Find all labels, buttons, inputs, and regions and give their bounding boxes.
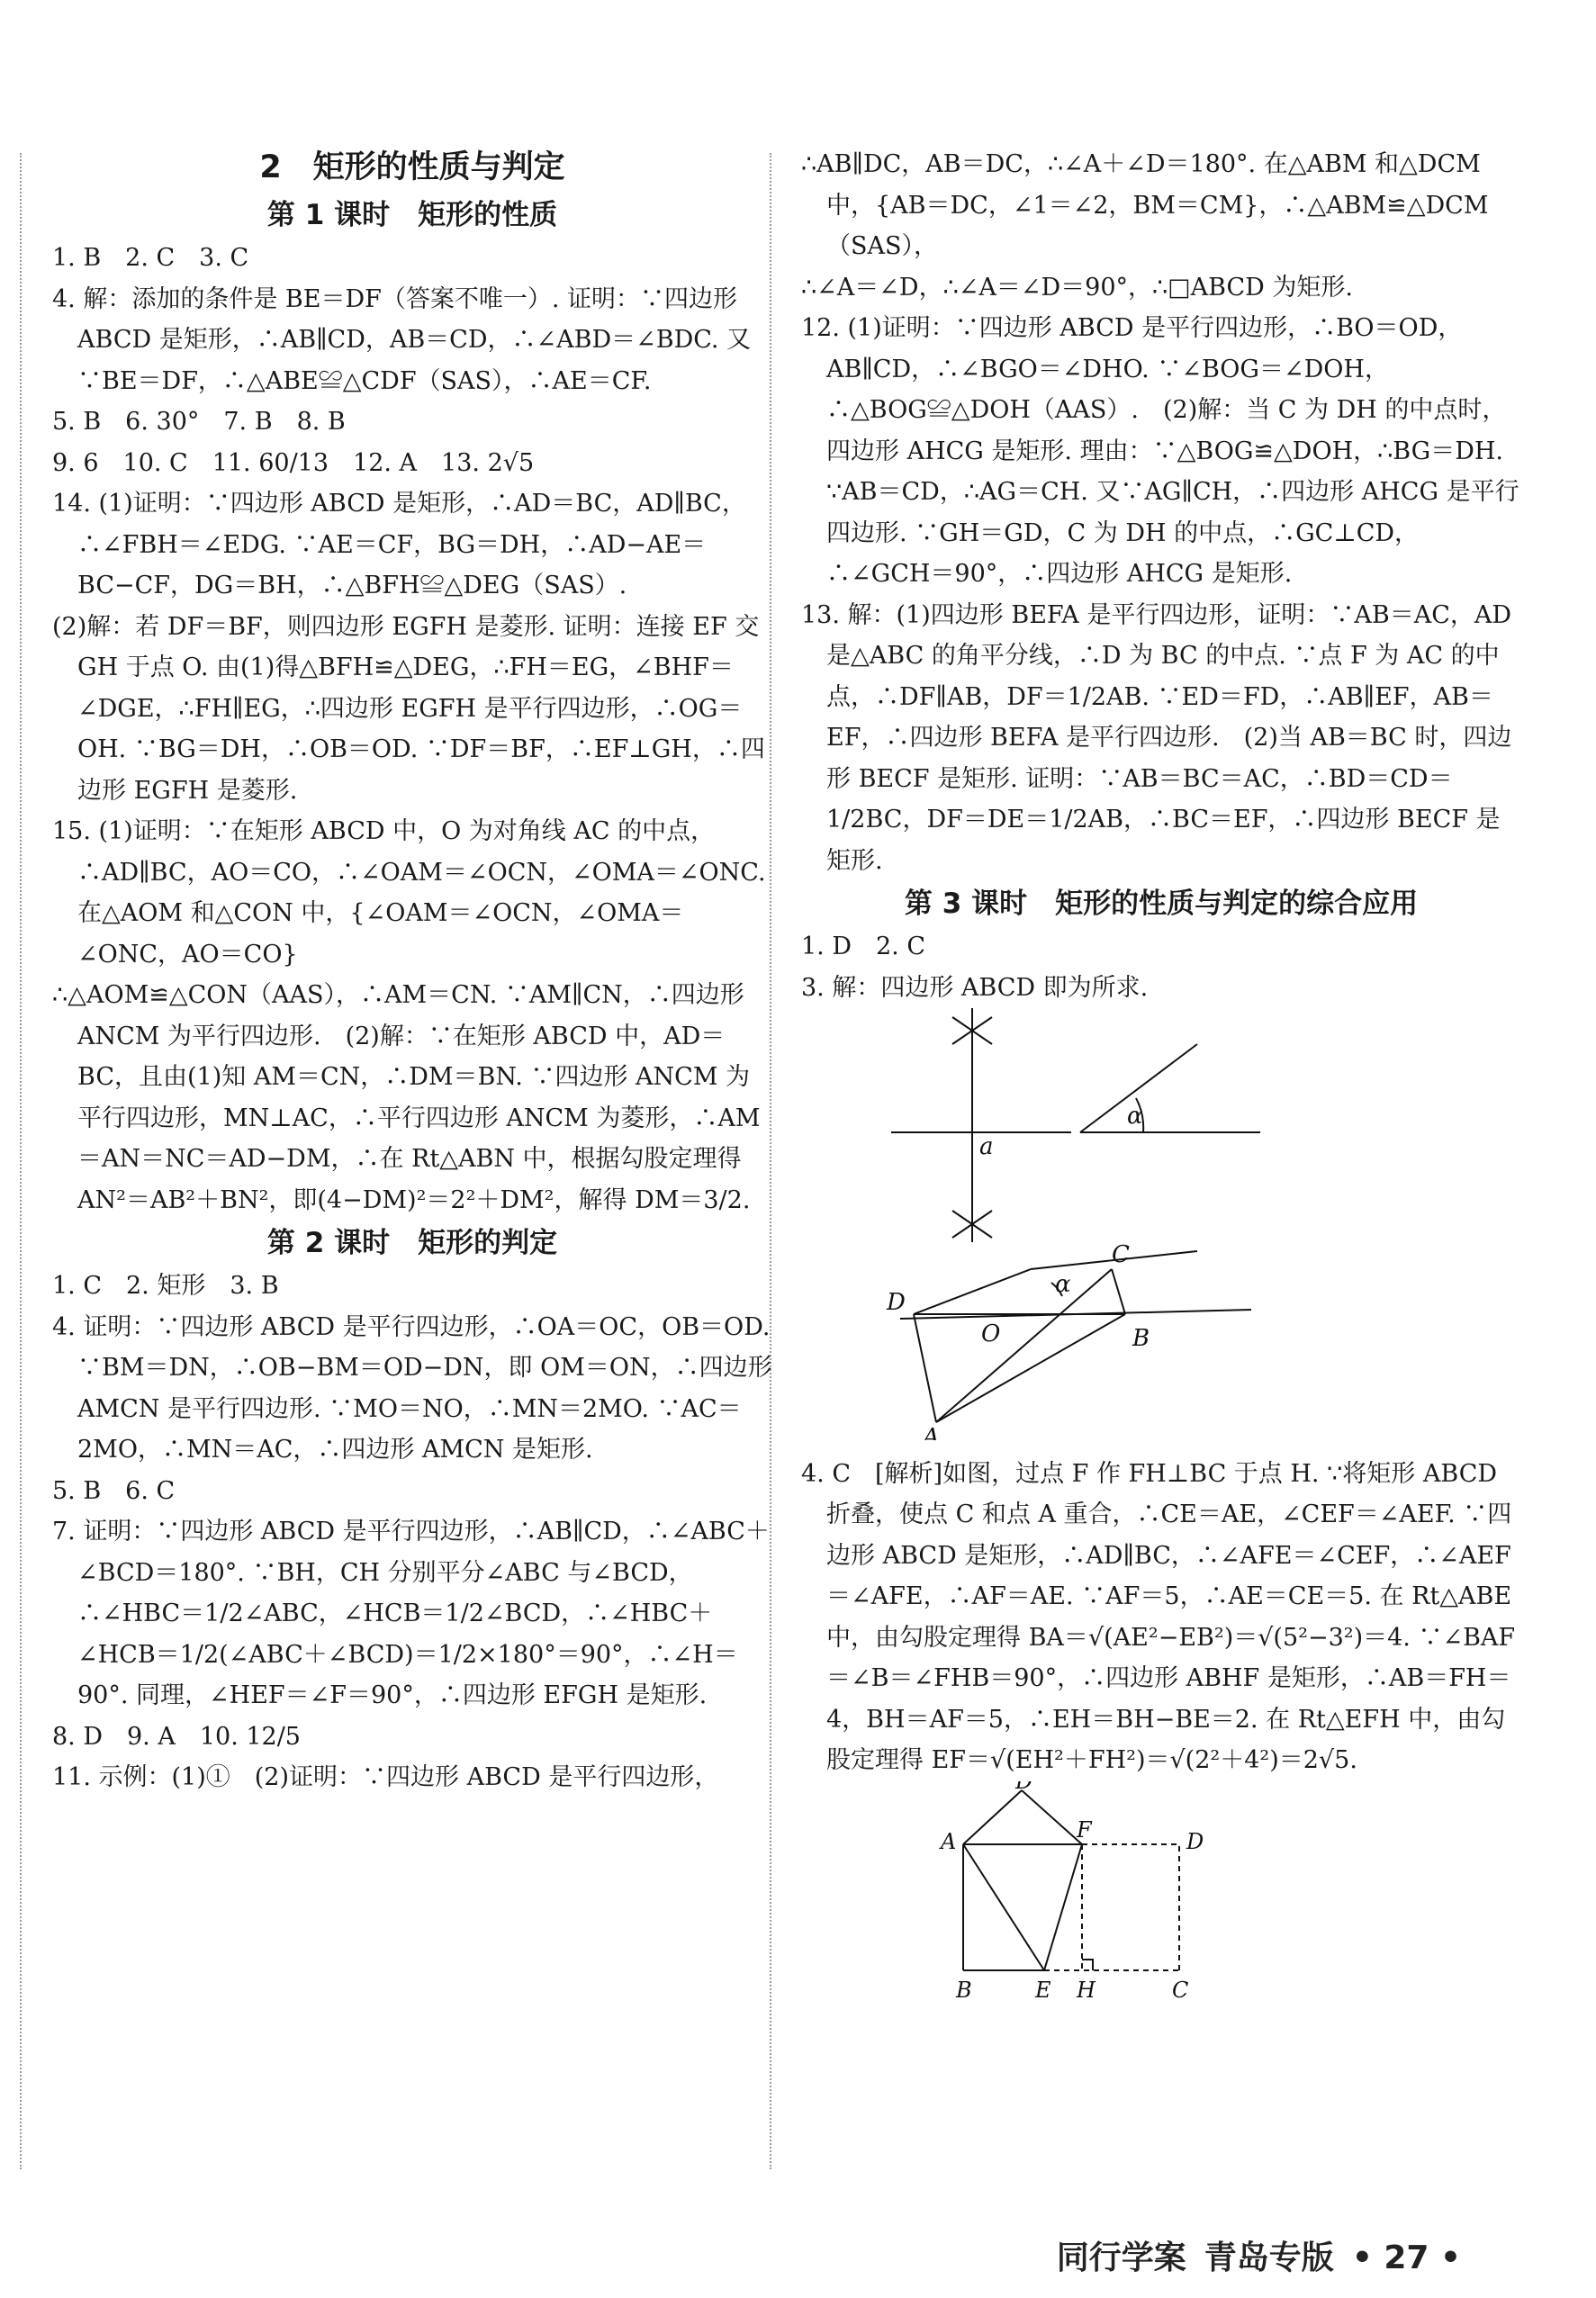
answer-line: 5. B 6. C (52, 1476, 176, 1505)
answer-line: 13. 解：(1)四边形 BEFA 是平行四边形，证明：∵AB＝AC，AD 是△ABC 的角平分线，∴D 为 BC 的中点. ∵点 F 为 AC 的中点，∴DF∥AB，DF＝1/2AB. ∵ED＝FD，∴AB∥EF，AB＝EF，∴四边形 BEFA 是平行四边形. (2)当 AB＝BC 时，四边形 BECF 是矩形. 证明：∵AB＝BC＝AC，∴BD＝CD＝1/2BC，DF＝DE＝1/2AB，∴BC＝EF，∴四边形 BECF 是矩形. (801, 600, 1512, 875)
construction-figure (801, 1008, 1305, 1440)
answer-line: 3. 解：四边形 ABCD 即为所求. (801, 973, 1149, 1002)
label-C: C (1112, 1241, 1130, 1268)
label-E: E (1035, 1977, 1051, 2003)
answer-line: 4. 解：添加的条件是 BE＝DF（答案不唯一）. 证明：∵四边形 ABCD 是矩形，∴AB∥CD，AB＝CD，∴∠ABD＝∠BDC. 又∵BE＝DF，∴△ABE≌△CDF（SAS），∴AE＝CF. (52, 284, 752, 395)
answer-line: 1. C 2. 矩形 3. B (52, 1272, 279, 1300)
diagonal-AC (936, 1269, 1112, 1422)
left-margin-dotted-line (20, 153, 22, 2169)
part-title: 2 矩形的性质与判定 (259, 149, 565, 185)
label-D: D (887, 1289, 906, 1316)
label-alpha: α (1127, 1103, 1143, 1130)
footer-brand: 同行学案 (1056, 2239, 1186, 2276)
answer-line: 1. D 2. C (801, 933, 925, 960)
side-DA (914, 1314, 936, 1422)
answer-line: 8. D 9. A 10. 12/5 (52, 1722, 301, 1751)
side-DC (914, 1269, 1031, 1314)
left-column (52, 144, 772, 1798)
label-alpha: α (1055, 1271, 1071, 1298)
label-F: F (1077, 1816, 1092, 1843)
side-AD-prime (963, 1790, 1022, 1844)
label-A: A (941, 1828, 957, 1854)
answer-line: 1. B 2. C 3. C (52, 244, 249, 272)
answer-line: 4. 证明：∵四边形 ABCD 是平行四边形，∴OA＝OC，OB＝OD. ∵BM＝DN，∴OB−BM＝OD−DN，即 OM＝ON，∴四边形 AMCN 是平行四边形. ∵MO＝NO，∴MN＝2MO. ∵AC＝2MO，∴MN＝AC，∴四边形 AMCN 是矩形. (52, 1312, 772, 1464)
label-B: B (1132, 1325, 1150, 1352)
folding-figure (909, 1781, 1413, 2006)
answer-line: 4. C [解析]如图，过点 F 作 FH⊥BC 于点 H. ∵将矩形 ABCD 折叠，使点 C 和点 A 重合，∴CE＝AE，∠CEF＝∠AEF. ∵四边形 ABCD 是矩形，∴AD∥BC，∴∠AFE＝∠CEF，∴∠AEF＝∠AFE，∴AF＝AE. ∵AF＝5，∴AE＝CE＝5. 在 Rt△ABE 中，由勾股定理得 BA＝√(AE²−EB²)＝√(5²−3²)＝4. ∵∠BAF＝∠B＝∠FHB＝90°，∴四边形 ABHF 是矩形，∴AB＝FH＝4，BH＝AF＝5，∴EH＝BH−BE＝2. 在 Rt△EFH 中，由勾股定理得 EF＝√(EH²＋FH²)＝√(2²＋4²)＝2√5. (801, 1459, 1516, 1774)
label-A: A (923, 1424, 940, 1440)
right-angle-mark (1082, 1960, 1093, 1970)
page-footer (1039, 2232, 1461, 2278)
label-D: D (1186, 1828, 1204, 1854)
page-number: • 27 • (1351, 2239, 1461, 2276)
lesson3-title: 第 3 课时 矩形的性质与判定的综合应用 (904, 888, 1419, 920)
label-H: H (1077, 1977, 1096, 2003)
answer-line: 5. B 6. 30° 7. B 8. B (52, 408, 346, 436)
answer-line: ∴△AOM≌△CON（AAS），∴AM＝CN. ∵AM∥CN，∴四边形 ANCM 为平行四边形. (2)解：∵在矩形 ABCD 中，AD＝BC，且由(1)知 AM＝CN，∴DM＝BN. ∵四边形 ANCM 为平行四边形，MN⊥AC，∴平行四边形 ANCM 为菱形，∴AM＝AN＝NC＝AD−DM，∴在 Rt△ABN 中，根据勾股定理得 AN²＝AB²＋BN²，即(4−DM)²＝2²＋DM²，解得 DM＝3/2. (52, 981, 761, 1214)
answer-line: 7. 证明：∵四边形 ABCD 是平行四边形，∴AB∥CD，∴∠ABC＋∠BCD＝180°. ∵BH，CH 分别平分∠ABC 与∠BCD，∴∠HBC＝1/2∠ABC，∠HCB＝1/2∠BCD，∴∠HBC＋∠HCB＝1/2(∠ABC＋∠BCD)＝1/2×180°＝90°，∴∠H＝90°. 同理，∠HEF＝∠F＝90°，∴四边形 EFGH 是矩形. (52, 1518, 770, 1709)
answer-line: 14. (1)证明：∵四边形 ABCD 是矩形，∴AD＝BC，AD∥BC，∴∠FBH＝∠EDG. ∵AE＝CF，BG＝DH，∴AD−AE＝BC−CF，DG＝BH，∴△BFH≌△DEG（SAS）. (52, 490, 746, 599)
answer-line: (2)解：若 DF＝BF，则四边形 EGFH 是菱形. 证明：连接 EF 交 GH 于点 O. 由(1)得△BFH≌△DEG，∴FH＝EG，∠BHF＝∠DGE，∴FH∥EG，∴四边形 EGFH 是平行四边形，∴OG＝OH. ∵BG＝DH，∴OB＝OD. ∵DF＝BF，∴EF⊥GH，∴四边形 EGFH 是菱形. (52, 612, 765, 805)
answer-line: 9. 6 10. C 11. 60/13 12. A 13. 2√5 (52, 448, 535, 477)
rectangle-ABCD (963, 1844, 1179, 1970)
answer-line: ∴∠A＝∠D，∴∠A＝∠D＝90°，∴□ABCD 为矩形. (801, 273, 1353, 302)
side-D-prime-F (1022, 1790, 1082, 1844)
answer-line: ∴AB∥DC，AB＝DC，∴∠A＋∠D＝180°. 在△ABM 和△DCM 中，{AB＝DC，∠1＝∠2，BM＝CM}，∴△ABM≌△DCM（SAS）， (801, 150, 1489, 260)
label-B: B (956, 1977, 972, 2003)
answer-line: 12. (1)证明：∵四边形 ABCD 是平行四边形，∴BO＝OD，AB∥CD，∴∠BGO＝∠DHO. ∵∠BOG＝∠DOH，∴△BOG≌△DOH（AAS）. (2)解：当 C 为 DH 的中点时，四边形 AHCG 是矩形. 理由：∵△BOG≌△DOH，∴BG＝DH. ∵AB＝CD，∴AG＝CH. 又∵AG∥CH，∴四边形 AHCG 是平行四边形. ∵GH＝GD，C 为 DH 的中点，∴GC⊥CD，∴∠GCH＝90°，∴四边形 AHCG 是矩形. (801, 314, 1519, 588)
right-column (801, 144, 1521, 2019)
footer-edition: 青岛专版 (1204, 2239, 1334, 2276)
side-AB (936, 1314, 1125, 1422)
lesson2-title: 第 2 课时 矩形的判定 (266, 1227, 558, 1259)
label-C: C (1172, 1977, 1189, 2003)
label-D-prime: D′ (1015, 1780, 1038, 1794)
side-BC (1112, 1269, 1125, 1314)
label-a: a (979, 1133, 994, 1160)
segment-AE (963, 1844, 1044, 1970)
answer-line: 15. (1)证明：∵在矩形 ABCD 中，O 为对角线 AC 的中点，∴AD∥BC，AO＝CO，∴∠OAM＝∠OCN，∠OMA＝∠ONC. 在△AOM 和△CON 中，{∠OAM＝∠OCN，∠OMA＝∠ONC，AO＝CO} (52, 817, 766, 969)
answer-line: 11. 示例：(1)① (2)证明：∵四边形 ABCD 是平行四边形， (52, 1763, 719, 1791)
fold-line-EF (1044, 1844, 1082, 1970)
lesson1-title: 第 1 课时 矩形的性质 (266, 199, 558, 231)
label-O: O (981, 1320, 1001, 1347)
